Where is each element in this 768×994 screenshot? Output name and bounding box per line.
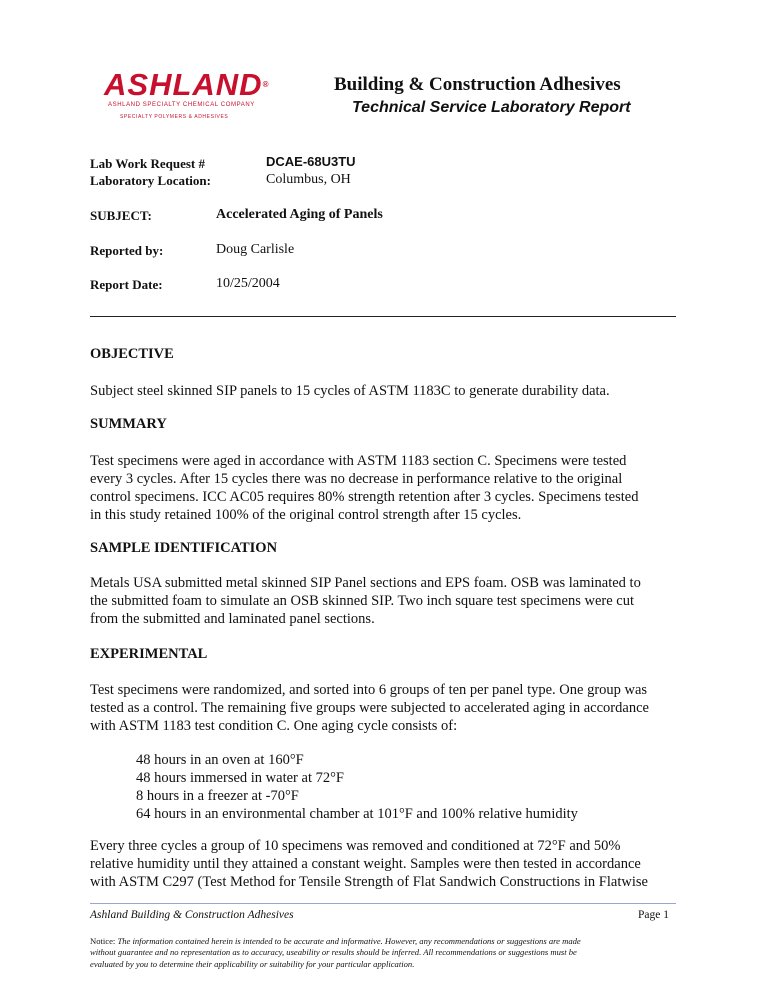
sample-identification-text: Metals USA submitted metal skinned SIP Panel sections and EPS foam. OSB was laminated to the submitted foam to simulate an OSB skinned SIP. Two inch square test specimens were cut from the submitted and laminated panel sections. bbox=[90, 575, 641, 627]
logo-company-name: ASHLAND SPECIALTY CHEMICAL COMPANY bbox=[108, 102, 255, 108]
list-item: 8 hours in a freezer at -70°F bbox=[136, 788, 299, 804]
conditioning-text: Every three cycles a group of 10 specimens was removed and conditioned at 72°F and 50% relative humidity until they attained a constant weight. Samples were then tested in accordance with ASTM C297 (Test Method for Tensile Strength of Flat Sandwich Constructions in Flatwise bbox=[90, 838, 648, 890]
logo-wordmark: ASHLAND bbox=[104, 67, 263, 102]
objective-text: Subject steel skinned SIP panels to 15 cycles of ASTM 1183C to generate durability data. bbox=[90, 383, 610, 399]
objective-heading: OBJECTIVE bbox=[90, 346, 174, 362]
ashland-logo bbox=[104, 67, 300, 120]
notice-label: Notice: bbox=[90, 936, 116, 946]
footer-company: Ashland Building & Construction Adhesives bbox=[90, 909, 294, 921]
logo-trademark: ® bbox=[262, 80, 270, 89]
footer-divider bbox=[90, 903, 676, 904]
subject-label: SUBJECT: bbox=[90, 208, 152, 223]
list-item: 64 hours in an environmental chamber at 101°F and 100% relative humidity bbox=[136, 806, 578, 822]
report-subtitle: Technical Service Laboratory Report bbox=[352, 99, 631, 116]
aging-cycle-list bbox=[136, 751, 578, 823]
list-item: 48 hours immersed in water at 72°F bbox=[136, 770, 344, 786]
logo-division: SPECIALTY POLYMERS & ADHESIVES bbox=[120, 114, 229, 120]
report-date-label: Report Date: bbox=[90, 277, 163, 292]
report-title: Building & Construction Adhesives bbox=[334, 74, 621, 95]
reported-by-label: Reported by: bbox=[90, 243, 164, 258]
list-item: 48 hours in an oven at 160°F bbox=[136, 752, 304, 768]
experimental-heading: EXPERIMENTAL bbox=[90, 646, 208, 662]
legal-notice: Notice: The information contained herein is intended to be accurate and informative. However, any recommendations or suggestions are made without guarantee and no representation as to accuracy, useability or results should be inferred. All recommendations or suggestions must be evaluated by you to determine their applicability or suitability for your particular application. bbox=[90, 936, 581, 969]
report-date-value: 10/25/2004 bbox=[216, 276, 280, 291]
summary-heading: SUMMARY bbox=[90, 416, 167, 432]
sample-identification-heading: SAMPLE IDENTIFICATION bbox=[90, 540, 278, 556]
header-divider bbox=[90, 316, 676, 317]
lab-request-value: DCAE-68U3TU bbox=[266, 154, 356, 169]
reported-by-value: Doug Carlisle bbox=[216, 242, 295, 257]
page-number: Page 1 bbox=[638, 909, 669, 921]
lab-location-value: Columbus, OH bbox=[266, 172, 351, 187]
lab-request-label: Lab Work Request # bbox=[90, 156, 205, 171]
summary-text: Test specimens were aged in accordance with ASTM 1183 section C. Specimens were tested every 3 cycles. After 15 cycles there was no decrease in performance relative to the original control specimens. ICC AC05 requires 80% strength retention after 3 cycles. Specimens tested in this study retained 100% of the original control strength after 15 cycles. bbox=[90, 453, 639, 523]
lab-location-label: Laboratory Location: bbox=[90, 173, 211, 188]
experimental-text: Test specimens were randomized, and sorted into 6 groups of ten per panel type. One group was tested as a control. The remaining five groups were subjected to accelerated aging in accordance with ASTM 1183 test condition C. One aging cycle consists of: bbox=[90, 682, 649, 734]
subject-value: Accelerated Aging of Panels bbox=[216, 207, 383, 222]
